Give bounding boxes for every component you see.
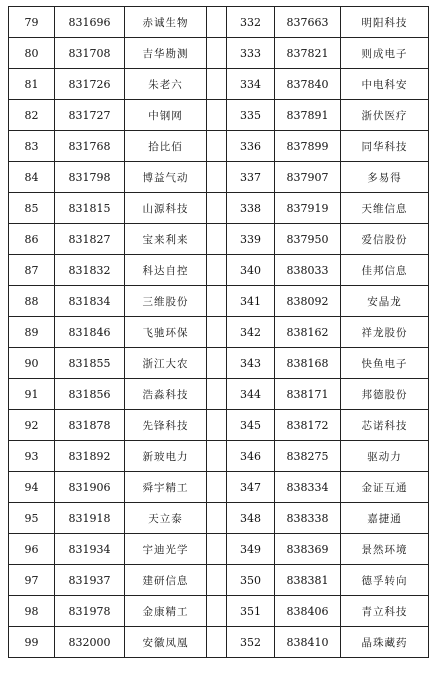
spacer-cell bbox=[207, 596, 227, 627]
spacer-cell bbox=[207, 565, 227, 596]
left-name-cell: 浙江大农 bbox=[125, 348, 207, 379]
table-row bbox=[9, 69, 429, 100]
left-seq-cell: 79 bbox=[9, 7, 55, 38]
left-code-cell: 831878 bbox=[55, 410, 125, 441]
left-seq-cell: 96 bbox=[9, 534, 55, 565]
left-seq-cell: 93 bbox=[9, 441, 55, 472]
right-code-cell: 837663 bbox=[275, 7, 341, 38]
left-name-cell: 博益气动 bbox=[125, 162, 207, 193]
right-code-cell: 838338 bbox=[275, 503, 341, 534]
right-seq-cell: 346 bbox=[227, 441, 275, 472]
right-seq-cell: 348 bbox=[227, 503, 275, 534]
spacer-cell bbox=[207, 503, 227, 534]
right-code-cell: 838172 bbox=[275, 410, 341, 441]
spacer-cell bbox=[207, 441, 227, 472]
left-seq-cell: 97 bbox=[9, 565, 55, 596]
left-seq-cell: 82 bbox=[9, 100, 55, 131]
table-row bbox=[9, 410, 429, 441]
spacer-cell bbox=[207, 534, 227, 565]
right-seq-cell: 340 bbox=[227, 255, 275, 286]
left-code-cell: 831798 bbox=[55, 162, 125, 193]
right-code-cell: 838275 bbox=[275, 441, 341, 472]
table-row bbox=[9, 38, 429, 69]
left-name-cell: 吉华勘测 bbox=[125, 38, 207, 69]
left-seq-cell: 88 bbox=[9, 286, 55, 317]
right-seq-cell: 351 bbox=[227, 596, 275, 627]
right-code-cell: 838410 bbox=[275, 627, 341, 658]
right-name-cell: 浙伏医疗 bbox=[341, 100, 429, 131]
left-name-cell: 新玻电力 bbox=[125, 441, 207, 472]
right-name-cell: 爱信股份 bbox=[341, 224, 429, 255]
right-name-cell: 则成电子 bbox=[341, 38, 429, 69]
left-code-cell: 831892 bbox=[55, 441, 125, 472]
right-name-cell: 晶珠藏药 bbox=[341, 627, 429, 658]
left-code-cell: 831768 bbox=[55, 131, 125, 162]
left-code-cell: 831937 bbox=[55, 565, 125, 596]
table-row bbox=[9, 534, 429, 565]
right-code-cell: 838033 bbox=[275, 255, 341, 286]
right-code-cell: 837919 bbox=[275, 193, 341, 224]
spacer-cell bbox=[207, 162, 227, 193]
spacer-cell bbox=[207, 38, 227, 69]
left-code-cell: 831856 bbox=[55, 379, 125, 410]
table-body bbox=[9, 7, 429, 658]
document-page bbox=[8, 6, 428, 658]
right-seq-cell: 350 bbox=[227, 565, 275, 596]
left-code-cell: 831708 bbox=[55, 38, 125, 69]
left-name-cell: 飞驰环保 bbox=[125, 317, 207, 348]
right-name-cell: 驱动力 bbox=[341, 441, 429, 472]
left-name-cell: 朱老六 bbox=[125, 69, 207, 100]
table-row bbox=[9, 503, 429, 534]
right-seq-cell: 341 bbox=[227, 286, 275, 317]
right-seq-cell: 332 bbox=[227, 7, 275, 38]
right-code-cell: 838092 bbox=[275, 286, 341, 317]
left-name-cell: 山源科技 bbox=[125, 193, 207, 224]
right-code-cell: 838381 bbox=[275, 565, 341, 596]
left-code-cell: 831827 bbox=[55, 224, 125, 255]
left-name-cell: 先锋科技 bbox=[125, 410, 207, 441]
right-name-cell: 景然环境 bbox=[341, 534, 429, 565]
left-name-cell: 建研信息 bbox=[125, 565, 207, 596]
right-name-cell: 青立科技 bbox=[341, 596, 429, 627]
left-seq-cell: 81 bbox=[9, 69, 55, 100]
left-seq-cell: 98 bbox=[9, 596, 55, 627]
left-seq-cell: 87 bbox=[9, 255, 55, 286]
left-name-cell: 中钢网 bbox=[125, 100, 207, 131]
right-code-cell: 837840 bbox=[275, 69, 341, 100]
right-code-cell: 837821 bbox=[275, 38, 341, 69]
table-row bbox=[9, 131, 429, 162]
right-seq-cell: 347 bbox=[227, 472, 275, 503]
left-name-cell: 宇迪光学 bbox=[125, 534, 207, 565]
right-name-cell: 多易得 bbox=[341, 162, 429, 193]
left-name-cell: 赤诚生物 bbox=[125, 7, 207, 38]
right-name-cell: 祥龙股份 bbox=[341, 317, 429, 348]
left-seq-cell: 83 bbox=[9, 131, 55, 162]
right-code-cell: 838168 bbox=[275, 348, 341, 379]
right-seq-cell: 337 bbox=[227, 162, 275, 193]
spacer-cell bbox=[207, 224, 227, 255]
table-row bbox=[9, 7, 429, 38]
right-name-cell: 金证互通 bbox=[341, 472, 429, 503]
table-row bbox=[9, 596, 429, 627]
table-row bbox=[9, 162, 429, 193]
left-name-cell: 三维股份 bbox=[125, 286, 207, 317]
table-row bbox=[9, 286, 429, 317]
right-name-cell: 邦德股份 bbox=[341, 379, 429, 410]
left-seq-cell: 85 bbox=[9, 193, 55, 224]
spacer-cell bbox=[207, 7, 227, 38]
left-name-cell: 金康精工 bbox=[125, 596, 207, 627]
right-seq-cell: 339 bbox=[227, 224, 275, 255]
spacer-cell bbox=[207, 100, 227, 131]
right-code-cell: 837950 bbox=[275, 224, 341, 255]
right-seq-cell: 335 bbox=[227, 100, 275, 131]
table-row bbox=[9, 627, 429, 658]
table-row bbox=[9, 565, 429, 596]
left-seq-cell: 80 bbox=[9, 38, 55, 69]
left-name-cell: 拾比佰 bbox=[125, 131, 207, 162]
spacer-cell bbox=[207, 317, 227, 348]
left-seq-cell: 91 bbox=[9, 379, 55, 410]
left-code-cell: 831815 bbox=[55, 193, 125, 224]
table-row bbox=[9, 472, 429, 503]
table-row bbox=[9, 100, 429, 131]
company-listing-table bbox=[8, 6, 429, 658]
left-seq-cell: 86 bbox=[9, 224, 55, 255]
table-row bbox=[9, 224, 429, 255]
left-code-cell: 831978 bbox=[55, 596, 125, 627]
left-name-cell: 浩淼科技 bbox=[125, 379, 207, 410]
left-name-cell: 舜宇精工 bbox=[125, 472, 207, 503]
left-seq-cell: 89 bbox=[9, 317, 55, 348]
right-name-cell: 快鱼电子 bbox=[341, 348, 429, 379]
right-seq-cell: 344 bbox=[227, 379, 275, 410]
right-code-cell: 838334 bbox=[275, 472, 341, 503]
right-code-cell: 838406 bbox=[275, 596, 341, 627]
right-seq-cell: 333 bbox=[227, 38, 275, 69]
right-code-cell: 838369 bbox=[275, 534, 341, 565]
right-code-cell: 837899 bbox=[275, 131, 341, 162]
right-name-cell: 芯诺科技 bbox=[341, 410, 429, 441]
left-seq-cell: 99 bbox=[9, 627, 55, 658]
spacer-cell bbox=[207, 286, 227, 317]
right-seq-cell: 338 bbox=[227, 193, 275, 224]
right-seq-cell: 343 bbox=[227, 348, 275, 379]
spacer-cell bbox=[207, 69, 227, 100]
right-seq-cell: 349 bbox=[227, 534, 275, 565]
table-row bbox=[9, 379, 429, 410]
table-row bbox=[9, 193, 429, 224]
left-code-cell: 832000 bbox=[55, 627, 125, 658]
left-code-cell: 831918 bbox=[55, 503, 125, 534]
left-code-cell: 831832 bbox=[55, 255, 125, 286]
spacer-cell bbox=[207, 193, 227, 224]
spacer-cell bbox=[207, 131, 227, 162]
left-code-cell: 831726 bbox=[55, 69, 125, 100]
table-row bbox=[9, 441, 429, 472]
right-seq-cell: 336 bbox=[227, 131, 275, 162]
left-code-cell: 831934 bbox=[55, 534, 125, 565]
right-name-cell: 安晶龙 bbox=[341, 286, 429, 317]
left-name-cell: 安徽凤凰 bbox=[125, 627, 207, 658]
right-code-cell: 837891 bbox=[275, 100, 341, 131]
right-code-cell: 838171 bbox=[275, 379, 341, 410]
left-name-cell: 宝来利来 bbox=[125, 224, 207, 255]
right-code-cell: 838162 bbox=[275, 317, 341, 348]
left-seq-cell: 84 bbox=[9, 162, 55, 193]
left-code-cell: 831855 bbox=[55, 348, 125, 379]
table-row bbox=[9, 348, 429, 379]
right-name-cell: 佳邦信息 bbox=[341, 255, 429, 286]
right-code-cell: 837907 bbox=[275, 162, 341, 193]
right-name-cell: 明阳科技 bbox=[341, 7, 429, 38]
right-seq-cell: 345 bbox=[227, 410, 275, 441]
spacer-cell bbox=[207, 348, 227, 379]
left-seq-cell: 94 bbox=[9, 472, 55, 503]
left-name-cell: 天立泰 bbox=[125, 503, 207, 534]
right-seq-cell: 342 bbox=[227, 317, 275, 348]
right-seq-cell: 334 bbox=[227, 69, 275, 100]
left-seq-cell: 90 bbox=[9, 348, 55, 379]
left-code-cell: 831696 bbox=[55, 7, 125, 38]
right-name-cell: 同华科技 bbox=[341, 131, 429, 162]
table-row bbox=[9, 317, 429, 348]
left-code-cell: 831906 bbox=[55, 472, 125, 503]
spacer-cell bbox=[207, 379, 227, 410]
spacer-cell bbox=[207, 255, 227, 286]
left-seq-cell: 95 bbox=[9, 503, 55, 534]
right-seq-cell: 352 bbox=[227, 627, 275, 658]
spacer-cell bbox=[207, 410, 227, 441]
left-name-cell: 科达自控 bbox=[125, 255, 207, 286]
right-name-cell: 嘉捷通 bbox=[341, 503, 429, 534]
spacer-cell bbox=[207, 627, 227, 658]
left-seq-cell: 92 bbox=[9, 410, 55, 441]
left-code-cell: 831834 bbox=[55, 286, 125, 317]
right-name-cell: 德孚转向 bbox=[341, 565, 429, 596]
table-row bbox=[9, 255, 429, 286]
right-name-cell: 中电科安 bbox=[341, 69, 429, 100]
spacer-cell bbox=[207, 472, 227, 503]
right-name-cell: 天维信息 bbox=[341, 193, 429, 224]
left-code-cell: 831727 bbox=[55, 100, 125, 131]
left-code-cell: 831846 bbox=[55, 317, 125, 348]
